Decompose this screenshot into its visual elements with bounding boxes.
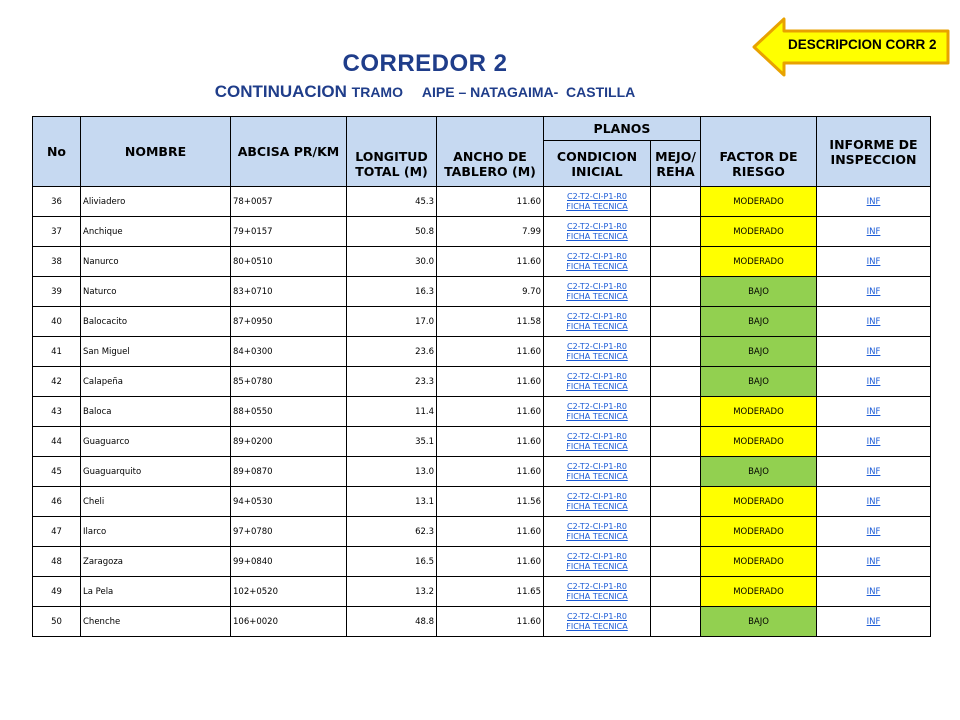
- cell-abcisa: 102+0520: [231, 577, 347, 607]
- cell-longitud: 62.3: [347, 517, 437, 547]
- cell-mejo: [651, 397, 701, 427]
- table-row: [33, 397, 931, 427]
- header-planos: PLANOS: [544, 117, 701, 141]
- table-row: [33, 217, 931, 247]
- cell-informe: [817, 487, 931, 517]
- cell-informe: [817, 337, 931, 367]
- cell-condicion: [544, 457, 651, 487]
- cell-abcisa: 79+0157: [231, 217, 347, 247]
- cell-nombre: Zaragoza: [81, 547, 231, 577]
- ficha-tecnica-link[interactable]: FICHA TECNICA: [566, 591, 628, 601]
- table-row: [33, 607, 931, 637]
- informe-link[interactable]: INF: [866, 526, 881, 537]
- cell-abcisa: 99+0840: [231, 547, 347, 577]
- informe-link[interactable]: INF: [866, 196, 881, 207]
- cell-mejo: [651, 427, 701, 457]
- cell-abcisa: 80+0510: [231, 247, 347, 277]
- cell-mejo: [651, 247, 701, 277]
- cell-longitud: 13.0: [347, 457, 437, 487]
- cell-abcisa: 84+0300: [231, 337, 347, 367]
- cell-nombre: Chenche: [81, 607, 231, 637]
- informe-link[interactable]: INF: [866, 286, 881, 297]
- cell-condicion: [544, 547, 651, 577]
- cell-riesgo: BAJO: [701, 367, 817, 397]
- cell-no: 38: [33, 247, 81, 277]
- cell-condicion: [544, 307, 651, 337]
- table-row: [33, 547, 931, 577]
- cell-no: 40: [33, 307, 81, 337]
- descripcion-corr2-label: DESCRIPCION CORR 2: [788, 37, 937, 52]
- plano-link[interactable]: C2-T2-CI-P1-R0: [567, 371, 627, 381]
- cell-nombre: Ilarco: [81, 517, 231, 547]
- ficha-tecnica-link[interactable]: FICHA TECNICA: [566, 381, 628, 391]
- puentes-table: [32, 116, 931, 637]
- cell-riesgo: BAJO: [701, 457, 817, 487]
- cell-informe: [817, 187, 931, 217]
- page-title: CORREDOR 2: [342, 50, 508, 77]
- cell-no: 46: [33, 487, 81, 517]
- cell-ancho: 9.70: [437, 277, 544, 307]
- table-row: [33, 367, 931, 397]
- cell-longitud: 16.5: [347, 547, 437, 577]
- cell-nombre: Nanurco: [81, 247, 231, 277]
- table-row: [33, 277, 931, 307]
- cell-abcisa: 87+0950: [231, 307, 347, 337]
- table-row: [33, 487, 931, 517]
- cell-no: 49: [33, 577, 81, 607]
- cell-longitud: 13.2: [347, 577, 437, 607]
- cell-no: 43: [33, 397, 81, 427]
- cell-informe: [817, 307, 931, 337]
- cell-mejo: [651, 577, 701, 607]
- subtitle-continuacion: CONTINUACION: [214, 82, 352, 101]
- cell-condicion: [544, 487, 651, 517]
- cell-longitud: 16.3: [347, 277, 437, 307]
- descripcion-corr2-button[interactable]: [750, 15, 952, 79]
- cell-ancho: 11.60: [437, 367, 544, 397]
- cell-riesgo: MODERADO: [701, 517, 817, 547]
- subtitle-tramo: TRAMO AIPE – NATAGAIMA- CASTILLA: [351, 84, 636, 100]
- cell-ancho: 11.58: [437, 307, 544, 337]
- informe-link[interactable]: INF: [866, 376, 881, 387]
- cell-ancho: 11.65: [437, 577, 544, 607]
- cell-ancho: 11.60: [437, 517, 544, 547]
- plano-link[interactable]: C2-T2-CI-P1-R0: [567, 221, 627, 231]
- ficha-tecnica-link[interactable]: FICHA TECNICA: [566, 471, 628, 481]
- cell-riesgo: MODERADO: [701, 547, 817, 577]
- cell-abcisa: 83+0710: [231, 277, 347, 307]
- cell-mejo: [651, 337, 701, 367]
- informe-link[interactable]: INF: [866, 436, 881, 447]
- cell-nombre: Anchique: [81, 217, 231, 247]
- cell-longitud: 45.3: [347, 187, 437, 217]
- cell-riesgo: MODERADO: [701, 187, 817, 217]
- header-informe: INFORME DE INSPECCION: [817, 117, 931, 187]
- cell-condicion: [544, 517, 651, 547]
- cell-mejo: [651, 367, 701, 397]
- table-row: [33, 187, 931, 217]
- cell-no: 50: [33, 607, 81, 637]
- cell-informe: [817, 367, 931, 397]
- cell-ancho: 11.60: [437, 247, 544, 277]
- cell-informe: [817, 217, 931, 247]
- cell-longitud: 17.0: [347, 307, 437, 337]
- informe-link[interactable]: INF: [866, 346, 881, 357]
- ficha-tecnica-link[interactable]: FICHA TECNICA: [566, 261, 628, 271]
- cell-longitud: 13.1: [347, 487, 437, 517]
- cell-longitud: 30.0: [347, 247, 437, 277]
- page-subtitle: [0, 82, 850, 102]
- cell-nombre: Calapeña: [81, 367, 231, 397]
- ficha-tecnica-link[interactable]: FICHA TECNICA: [566, 321, 628, 331]
- ficha-tecnica-link[interactable]: FICHA TECNICA: [566, 351, 628, 361]
- table-row: [33, 457, 931, 487]
- table-row: [33, 247, 931, 277]
- cell-condicion: [544, 367, 651, 397]
- informe-link[interactable]: INF: [866, 616, 881, 627]
- cell-ancho: 11.60: [437, 607, 544, 637]
- plano-link[interactable]: C2-T2-CI-P1-R0: [567, 461, 627, 471]
- cell-ancho: 11.56: [437, 487, 544, 517]
- header-mejo: MEJO/ REHA: [651, 141, 701, 187]
- cell-mejo: [651, 187, 701, 217]
- cell-condicion: [544, 217, 651, 247]
- informe-link[interactable]: INF: [866, 256, 881, 267]
- cell-mejo: [651, 517, 701, 547]
- plano-link[interactable]: C2-T2-CI-P1-R0: [567, 611, 627, 621]
- cell-informe: [817, 547, 931, 577]
- cell-condicion: [544, 247, 651, 277]
- cell-nombre: La Pela: [81, 577, 231, 607]
- cell-mejo: [651, 217, 701, 247]
- cell-riesgo: MODERADO: [701, 247, 817, 277]
- cell-condicion: [544, 427, 651, 457]
- cell-no: 44: [33, 427, 81, 457]
- cell-riesgo: BAJO: [701, 277, 817, 307]
- cell-no: 37: [33, 217, 81, 247]
- cell-informe: [817, 457, 931, 487]
- cell-longitud: 50.8: [347, 217, 437, 247]
- header-condicion: CONDICION INICIAL: [544, 141, 651, 187]
- cell-riesgo: MODERADO: [701, 487, 817, 517]
- cell-riesgo: MODERADO: [701, 397, 817, 427]
- cell-longitud: 23.3: [347, 367, 437, 397]
- ficha-tecnica-link[interactable]: FICHA TECNICA: [566, 561, 628, 571]
- cell-abcisa: 88+0550: [231, 397, 347, 427]
- header-ancho: ANCHO DE TABLERO (M): [437, 117, 544, 187]
- cell-nombre: Aliviadero: [81, 187, 231, 217]
- cell-ancho: 11.60: [437, 337, 544, 367]
- ficha-tecnica-link[interactable]: FICHA TECNICA: [566, 501, 628, 511]
- cell-ancho: 11.60: [437, 187, 544, 217]
- cell-riesgo: BAJO: [701, 337, 817, 367]
- cell-nombre: Guaguarquito: [81, 457, 231, 487]
- ficha-tecnica-link[interactable]: FICHA TECNICA: [566, 231, 628, 241]
- cell-nombre: Balocacito: [81, 307, 231, 337]
- cell-ancho: 7.99: [437, 217, 544, 247]
- ficha-tecnica-link[interactable]: FICHA TECNICA: [566, 531, 628, 541]
- plano-link[interactable]: C2-T2-CI-P1-R0: [567, 401, 627, 411]
- header-abcisa: ABCISA PR/KM: [231, 117, 347, 187]
- cell-mejo: [651, 607, 701, 637]
- cell-informe: [817, 577, 931, 607]
- ficha-tecnica-link[interactable]: FICHA TECNICA: [566, 411, 628, 421]
- cell-mejo: [651, 547, 701, 577]
- cell-nombre: Baloca: [81, 397, 231, 427]
- cell-ancho: 11.60: [437, 397, 544, 427]
- cell-ancho: 11.60: [437, 427, 544, 457]
- informe-link[interactable]: INF: [866, 466, 881, 477]
- cell-ancho: 11.60: [437, 547, 544, 577]
- plano-link[interactable]: C2-T2-CI-P1-R0: [567, 251, 627, 261]
- table-row: [33, 337, 931, 367]
- cell-nombre: San Miguel: [81, 337, 231, 367]
- table-row: [33, 427, 931, 457]
- table-row: [33, 577, 931, 607]
- cell-riesgo: BAJO: [701, 307, 817, 337]
- cell-no: 42: [33, 367, 81, 397]
- cell-abcisa: 97+0780: [231, 517, 347, 547]
- ficha-tecnica-link[interactable]: FICHA TECNICA: [566, 291, 628, 301]
- table-row: [33, 517, 931, 547]
- plano-link[interactable]: C2-T2-CI-P1-R0: [567, 341, 627, 351]
- cell-abcisa: 78+0057: [231, 187, 347, 217]
- cell-condicion: [544, 397, 651, 427]
- cell-riesgo: MODERADO: [701, 217, 817, 247]
- header-longitud: LONGITUD TOTAL (M): [347, 117, 437, 187]
- plano-link[interactable]: C2-T2-CI-P1-R0: [567, 551, 627, 561]
- cell-abcisa: 85+0780: [231, 367, 347, 397]
- informe-link[interactable]: INF: [866, 406, 881, 417]
- plano-link[interactable]: C2-T2-CI-P1-R0: [567, 581, 627, 591]
- cell-no: 36: [33, 187, 81, 217]
- header-nombre: NOMBRE: [81, 117, 231, 187]
- informe-link[interactable]: INF: [866, 556, 881, 567]
- cell-informe: [817, 517, 931, 547]
- cell-no: 47: [33, 517, 81, 547]
- cell-abcisa: 89+0870: [231, 457, 347, 487]
- cell-longitud: 11.4: [347, 397, 437, 427]
- header-factor: FACTOR DE RIESGO: [701, 117, 817, 187]
- cell-informe: [817, 427, 931, 457]
- header-no: No: [33, 117, 81, 187]
- cell-informe: [817, 247, 931, 277]
- plano-link[interactable]: C2-T2-CI-P1-R0: [567, 281, 627, 291]
- informe-link[interactable]: INF: [866, 496, 881, 507]
- cell-nombre: Cheli: [81, 487, 231, 517]
- cell-condicion: [544, 187, 651, 217]
- cell-longitud: 35.1: [347, 427, 437, 457]
- cell-no: 45: [33, 457, 81, 487]
- cell-ancho: 11.60: [437, 457, 544, 487]
- cell-abcisa: 89+0200: [231, 427, 347, 457]
- table-row: [33, 307, 931, 337]
- cell-riesgo: BAJO: [701, 607, 817, 637]
- cell-mejo: [651, 277, 701, 307]
- plano-link[interactable]: C2-T2-CI-P1-R0: [567, 311, 627, 321]
- plano-link[interactable]: C2-T2-CI-P1-R0: [567, 191, 627, 201]
- cell-abcisa: 94+0530: [231, 487, 347, 517]
- ficha-tecnica-link[interactable]: FICHA TECNICA: [566, 201, 628, 211]
- cell-informe: [817, 397, 931, 427]
- cell-mejo: [651, 457, 701, 487]
- plano-link[interactable]: C2-T2-CI-P1-R0: [567, 431, 627, 441]
- cell-riesgo: MODERADO: [701, 577, 817, 607]
- cell-nombre: Naturco: [81, 277, 231, 307]
- informe-link[interactable]: INF: [866, 226, 881, 237]
- cell-mejo: [651, 307, 701, 337]
- cell-longitud: 48.8: [347, 607, 437, 637]
- cell-condicion: [544, 277, 651, 307]
- cell-longitud: 23.6: [347, 337, 437, 367]
- cell-no: 48: [33, 547, 81, 577]
- cell-condicion: [544, 577, 651, 607]
- plano-link[interactable]: C2-T2-CI-P1-R0: [567, 491, 627, 501]
- cell-nombre: Guaguarco: [81, 427, 231, 457]
- cell-informe: [817, 277, 931, 307]
- cell-condicion: [544, 607, 651, 637]
- plano-link[interactable]: C2-T2-CI-P1-R0: [567, 521, 627, 531]
- cell-no: 41: [33, 337, 81, 367]
- cell-no: 39: [33, 277, 81, 307]
- cell-condicion: [544, 337, 651, 367]
- cell-mejo: [651, 487, 701, 517]
- ficha-tecnica-link[interactable]: FICHA TECNICA: [566, 621, 628, 631]
- cell-informe: [817, 607, 931, 637]
- informe-link[interactable]: INF: [866, 316, 881, 327]
- informe-link[interactable]: INF: [866, 586, 881, 597]
- cell-abcisa: 106+0020: [231, 607, 347, 637]
- cell-riesgo: MODERADO: [701, 427, 817, 457]
- ficha-tecnica-link[interactable]: FICHA TECNICA: [566, 441, 628, 451]
